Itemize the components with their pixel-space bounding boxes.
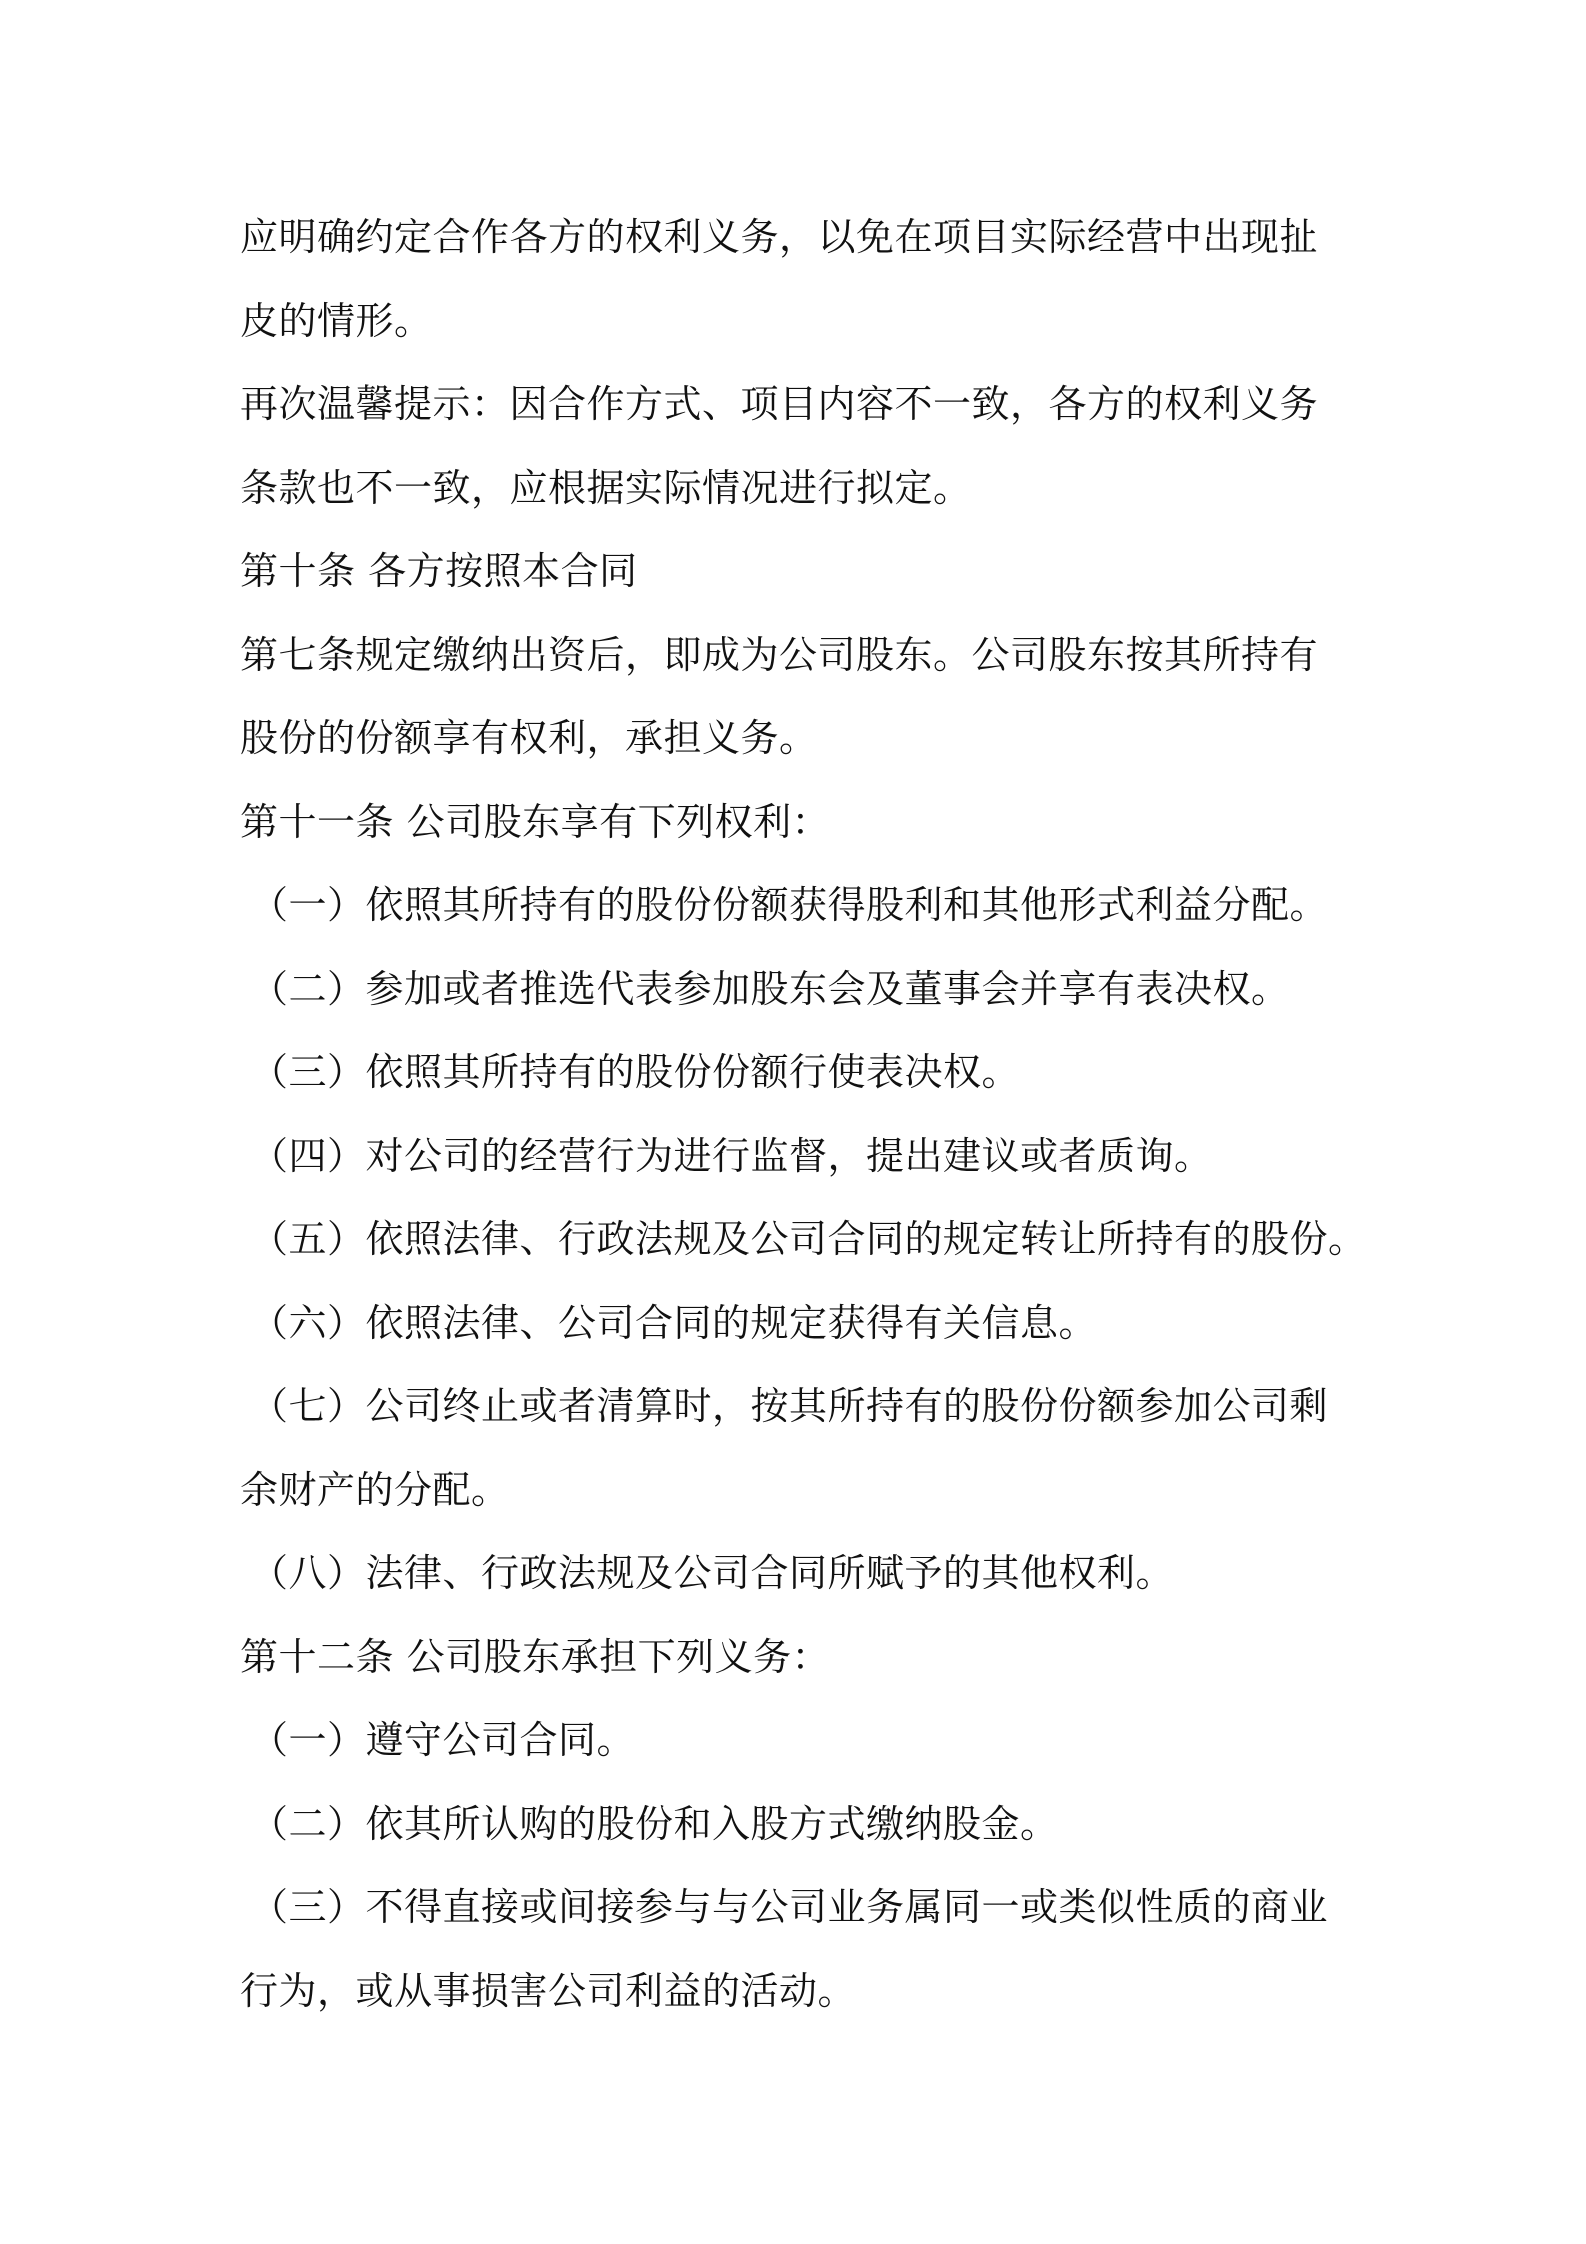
article-10-heading: 第十条 各方按照本合同 [240, 549, 638, 593]
text-line-7: 股份的份额享有权利，承担义务。 [240, 716, 818, 760]
document-body [240, 196, 1367, 2033]
article-11-heading: 第十一条 公司股东享有下列权利： [240, 799, 831, 844]
rights-item-4: （四）对公司的经营行为进行监督，提出建议或者质询。 [250, 1133, 1213, 1178]
rights-item-2: （二）参加或者推选代表参加股东会及董事会并享有表决权。 [250, 966, 1290, 1011]
text-line-1: 应明确约定合作各方的权利义务，以免在项目实际经营中出现扯 [240, 215, 1319, 259]
duties-item-3: （三）不得直接或间接参与与公司业务属同一或类似性质的商业 [250, 1885, 1329, 1929]
text-line-2: 皮的情形。 [240, 298, 433, 343]
rights-item-7: （七）公司终止或者清算时，按其所持有的股份份额参加公司剩 [250, 1384, 1329, 1428]
rights-item-3: （三）依照其所持有的股份份额行使表决权。 [250, 1050, 1021, 1094]
rights-item-5: （五）依照法律、行政法规及公司合同的规定转让所持有的股份。 [250, 1217, 1367, 1261]
duties-item-2: （二）依其所认购的股份和入股方式缴纳股金。 [250, 1801, 1059, 1846]
duties-item-1: （一）遵守公司合同。 [250, 1718, 636, 1762]
rights-item-7-continued: 余财产的分配。 [240, 1467, 510, 1512]
duties-item-3-continued: 行为，或从事损害公司利益的活动。 [240, 1968, 857, 2013]
rights-item-1: （一）依照其所持有的股份份额获得股利和其他形式利益分配。 [250, 883, 1329, 927]
rights-item-8: （八）法律、行政法规及公司合同所赋予的其他权利。 [250, 1551, 1175, 1595]
text-line-4: 条款也不一致，应根据实际情况进行拟定。 [240, 465, 972, 510]
text-line-6: 第七条规定缴纳出资后，即成为公司股东。公司股东按其所持有 [240, 632, 1319, 677]
text-line-3: 再次温馨提示：因合作方式、项目内容不一致，各方的权利义务 [240, 382, 1319, 426]
article-12-heading: 第十二条 公司股东承担下列义务： [240, 1634, 831, 1679]
rights-item-6: （六）依照法律、公司合同的规定获得有关信息。 [250, 1300, 1098, 1345]
